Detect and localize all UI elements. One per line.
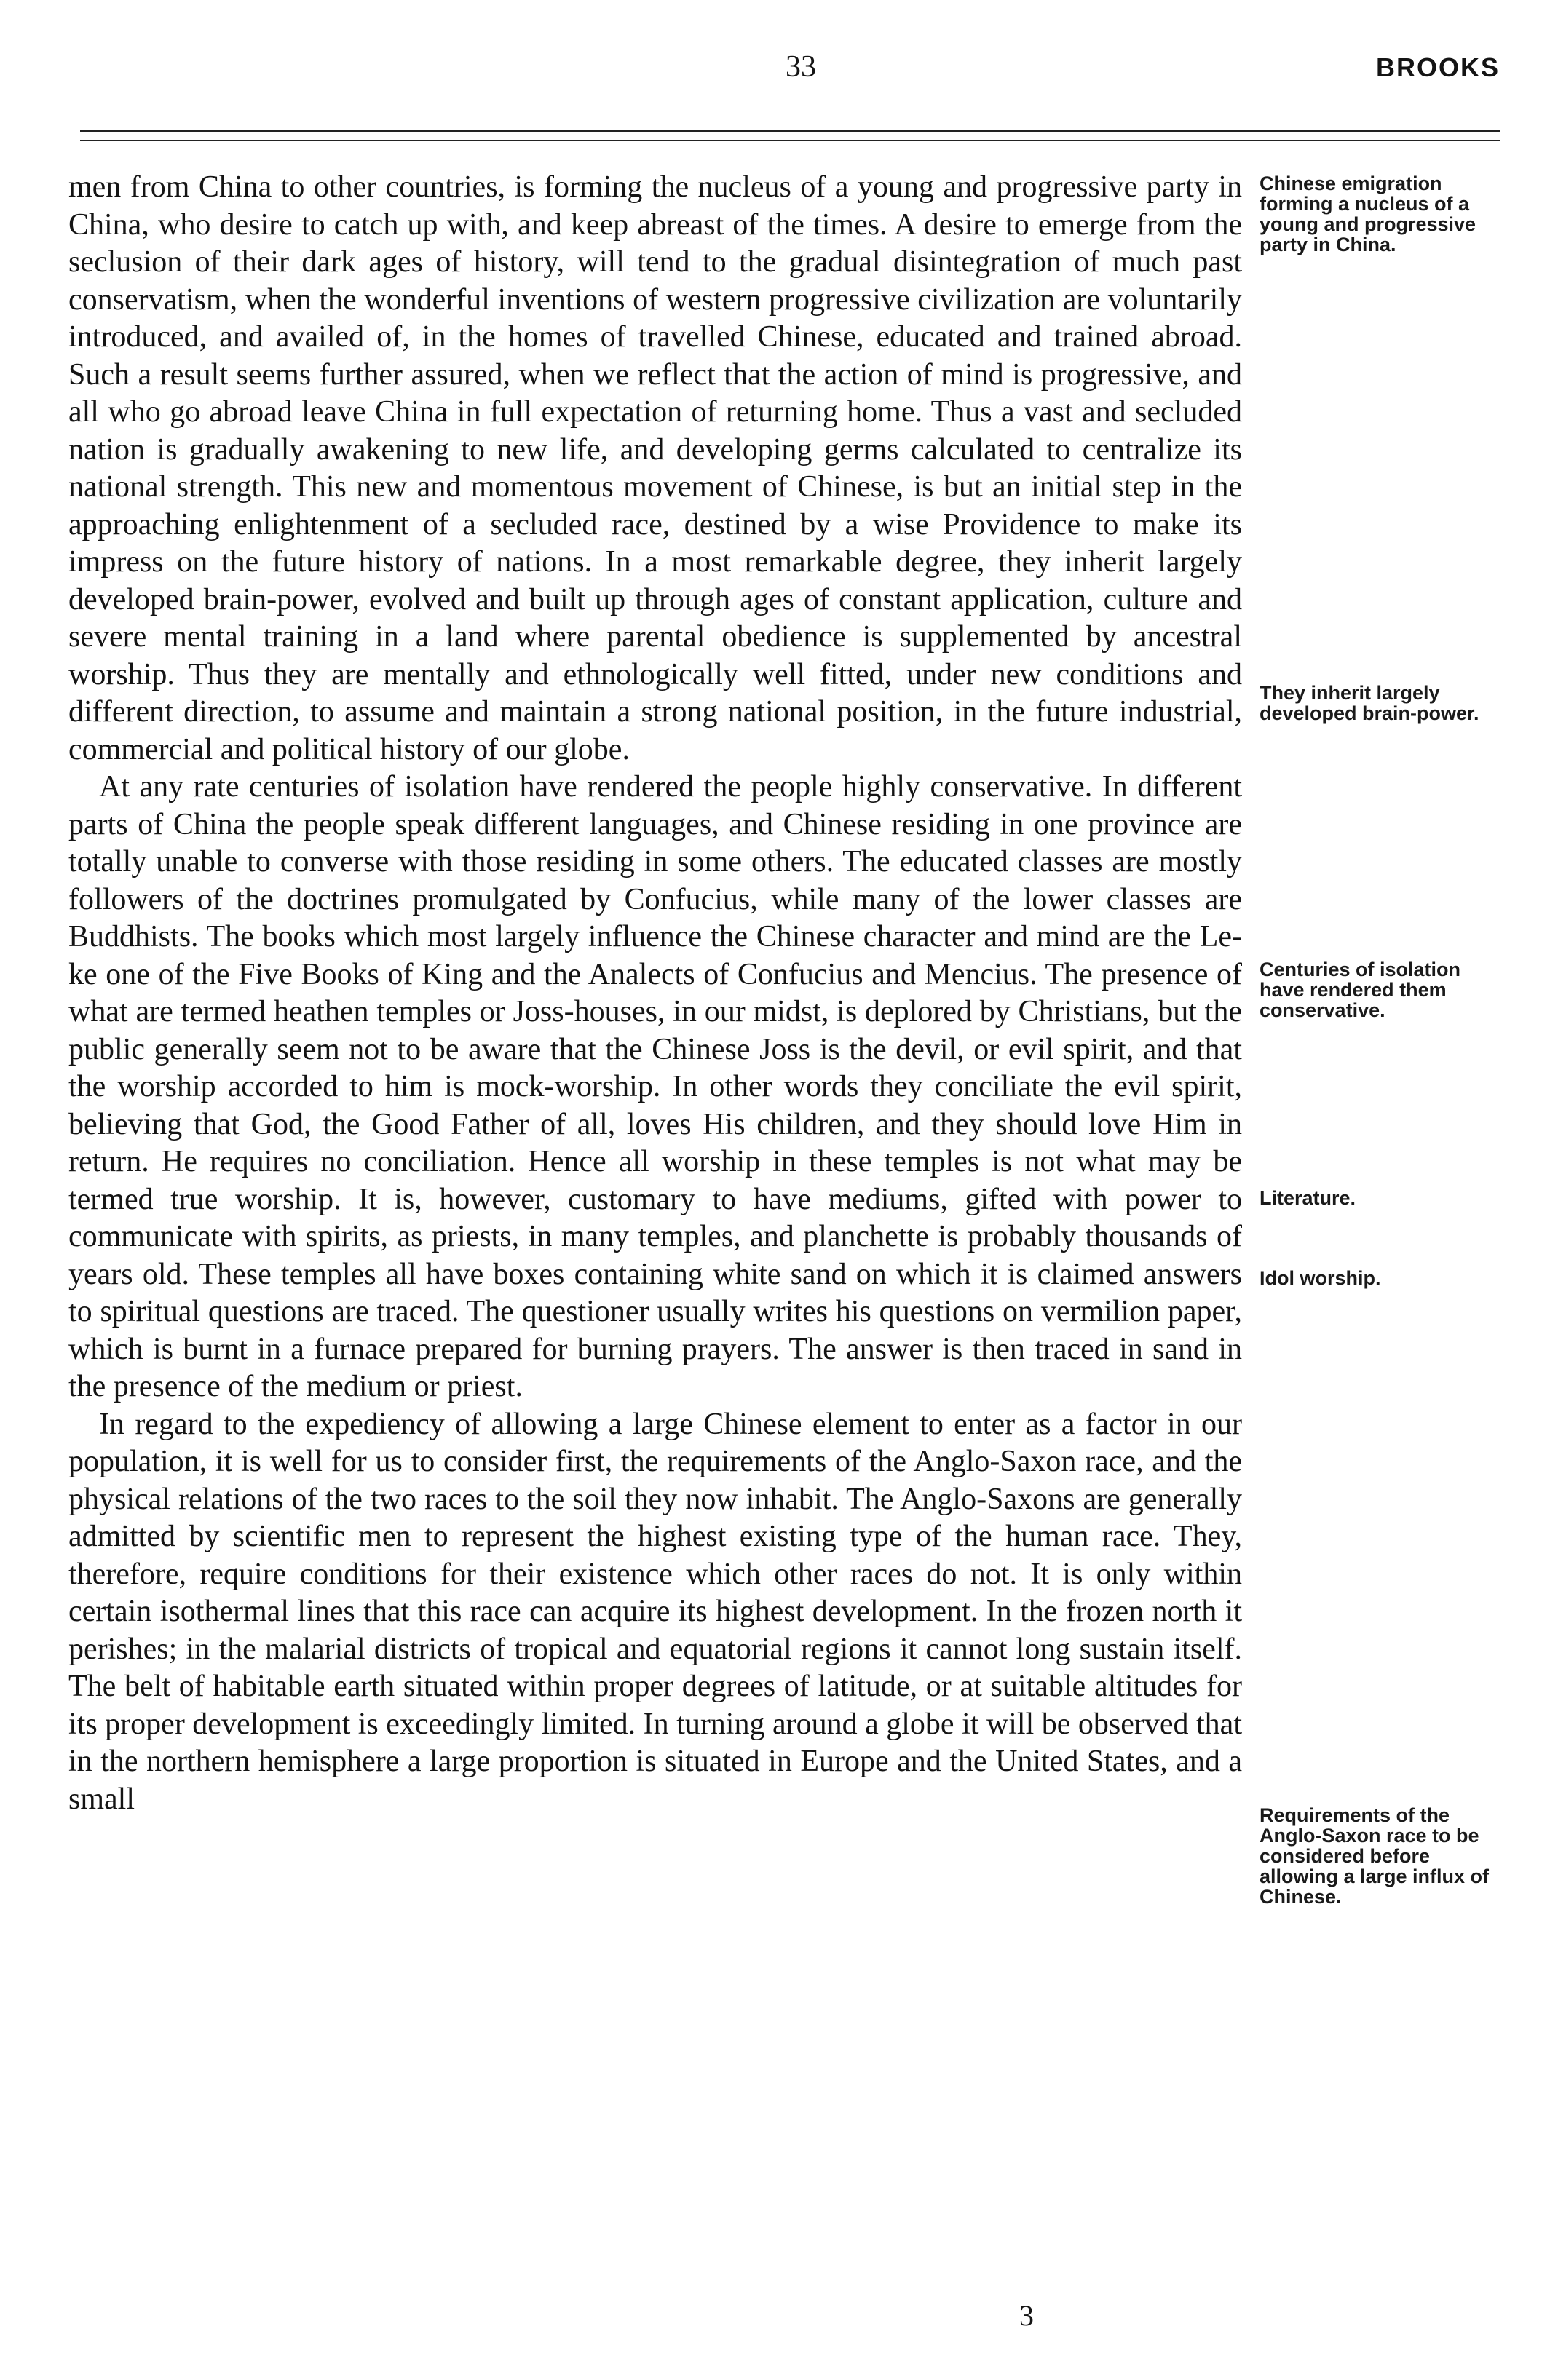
paragraph-continuation: men from China to other countries, is forming the nucleus of a young and progressive party in China, who desire to catch up with, and keep abreast of the times. A desire to emerge from the seclusion of their dark ages of history, will tend to the gradual disintegration of much past conservatism, when the wonderful inventions of western progressive civilization are voluntarily introduced, and availed of, in the homes of travelled Chinese, educated and trained abroad. Such a result seems further assured, when we reflect that the action of mind is progressive, and all who go abroad leave China in full expectation of returning home. Thus a vast and secluded nation is gradually awakening to new life, and developing germs calculated to centralize its national strength. This new and momentous movement of Chinese, is but an initial step in the approaching enlightenment of a secluded race, destined by a wise Providence to make its impress on the future history of nations. In a most remarkable degree, they inherit largely developed brain-power, evolved and built up through ages of constant application, culture and severe mental training in a land where parental obedience is supplemented by ancestral worship. Thus they are mentally and ethnologically well fitted, under new conditions and different direction, to assume and maintain a strong national position, in the future industrial, commercial and political history of our globe. — [68, 170, 1242, 766]
sidenote-anglo-saxon-requirements: Requirements of the Anglo-Saxon race to be considered before allowing a large influx of Chinese. — [1260, 1804, 1490, 1908]
sidenote-chinese-emigration: Chinese emigration forming a nucleus of a young and progressive party in China. — [1260, 172, 1476, 255]
header-rule-thick — [80, 130, 1500, 132]
header-rule-thin — [80, 140, 1500, 141]
sidenote-literature: Literature. — [1260, 1187, 1356, 1209]
sidenote-idol-worship: Idol worship. — [1260, 1267, 1381, 1289]
paragraph-anglo-saxon: In regard to the expediency of allowing a large Chinese element to enter as a factor in our population, it is well for us to consider first, the requirements of the Anglo-Saxon race, and the physical relations of the two races to the soil they now inhabit. The Anglo-Saxons are generally admitted by scientific men to represent the highest existing type of the human race. They, therefore, require conditions for their existence which other races do not. It is only within certain isothermal lines that this race can acquire its highest development. In the frozen north it perishes; in the malarial districts of tropical and equatorial regions it cannot long sustain itself. The belt of habitable earth situated within proper degrees of latitude, or at suitable altitudes for its proper development is exceedingly limited. In turning around a globe it will be observed that in the northern hemisphere a large proportion is situated in Europe and the United States, and a small — [68, 1407, 1242, 1816]
signature-mark: 3 — [1019, 2299, 1034, 2332]
sidenote-conservative: Centuries of isolation have rendered them conservative. — [1260, 959, 1461, 1021]
paragraph-isolation: At any rate centuries of isolation have rendered the people highly conservative. In different parts of China the people speak different languages, and Chinese residing in one province are totally unable to converse with those residing in some others. The educated classes are mostly followers of the doctrines promulgated by Confucius, while many of the lower classes are Buddhists. The books which most largely influence the Chinese character and mind are the Le-ke one of the Five Books of King and the Analects of Confucius and Mencius. The presence of what are termed heathen temples or Joss-houses, in our midst, is deplored by Christians, but the public generally seem not to be aware that the Chinese Joss is the devil, or evil spirit, and that the worship accorded to him is mock-worship. In other words they conciliate the evil spirit, believing that God, the Good Father of all, loves His children, and they should love Him in return. He requires no conciliation. Hence all worship in these temples is not what may be termed true worship. It is, however, customary to have mediums, gifted with power to communicate with spirits, as priests, in many temples, and planchette is probably thousands of years old. These temples all have boxes containing white sand on which it is claimed answers to spiritual questions are traced. The questioner usually writes his questions on vermilion paper, which is burnt in a furnace prepared for burning prayers. The answer is then traced in sand in the presence of the medium or priest. — [68, 770, 1242, 1403]
running-title: BROOKS — [1375, 52, 1500, 82]
page-number: 33 — [786, 50, 816, 84]
main-text-column — [68, 169, 1242, 1818]
sidenote-brain-power: They inherit largely developed brain-power. — [1260, 682, 1479, 724]
